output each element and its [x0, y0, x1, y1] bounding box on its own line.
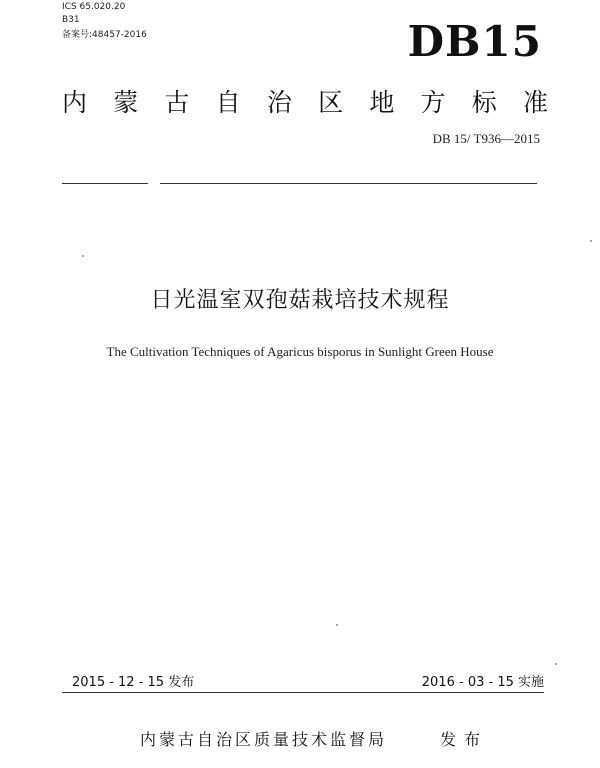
- standard-name-char: 方: [420, 88, 446, 117]
- filing-number: 备案号:48457-2016: [62, 30, 147, 40]
- publish-label: 发布: [440, 730, 489, 749]
- scan-speck: [82, 255, 84, 257]
- document-title-chinese: 日光温室双孢菇栽培技术规程: [150, 288, 450, 313]
- ics-classification: ICS 65.020.20: [62, 2, 126, 12]
- standard-name-char: 蒙: [113, 88, 139, 117]
- ccs-classification: B31: [62, 15, 80, 25]
- standard-name-char: 准: [522, 88, 548, 117]
- scan-speck: [555, 663, 557, 665]
- standard-number: DB 15/ T936—2015: [432, 131, 540, 146]
- standard-name: [62, 84, 548, 118]
- issue-date: 2015 - 12 - 15 发布: [72, 675, 195, 690]
- scan-speck: [336, 624, 338, 626]
- document-title-english: The Cultivation Techniques of Agaricus bisporus in Sunlight Green House: [106, 344, 494, 359]
- standard-name-char: 自: [215, 88, 241, 117]
- standard-name-char: 区: [318, 88, 344, 117]
- standard-name-char: 古: [164, 88, 190, 117]
- header-divider: [62, 183, 537, 184]
- issuing-authority: 内蒙古自治区质量技术监督局: [140, 730, 388, 749]
- implementation-date: 2016 - 03 - 15 实施: [421, 675, 544, 690]
- standard-name-char: 地: [369, 88, 395, 117]
- standard-name-char: 标: [471, 88, 497, 117]
- header-divider-gap: [148, 180, 160, 186]
- standard-name-char: 治: [266, 88, 292, 117]
- footer-divider: [62, 692, 544, 693]
- scan-speck: [590, 240, 592, 242]
- standard-code: DB15: [407, 17, 542, 66]
- standard-name-char: 内: [62, 88, 88, 117]
